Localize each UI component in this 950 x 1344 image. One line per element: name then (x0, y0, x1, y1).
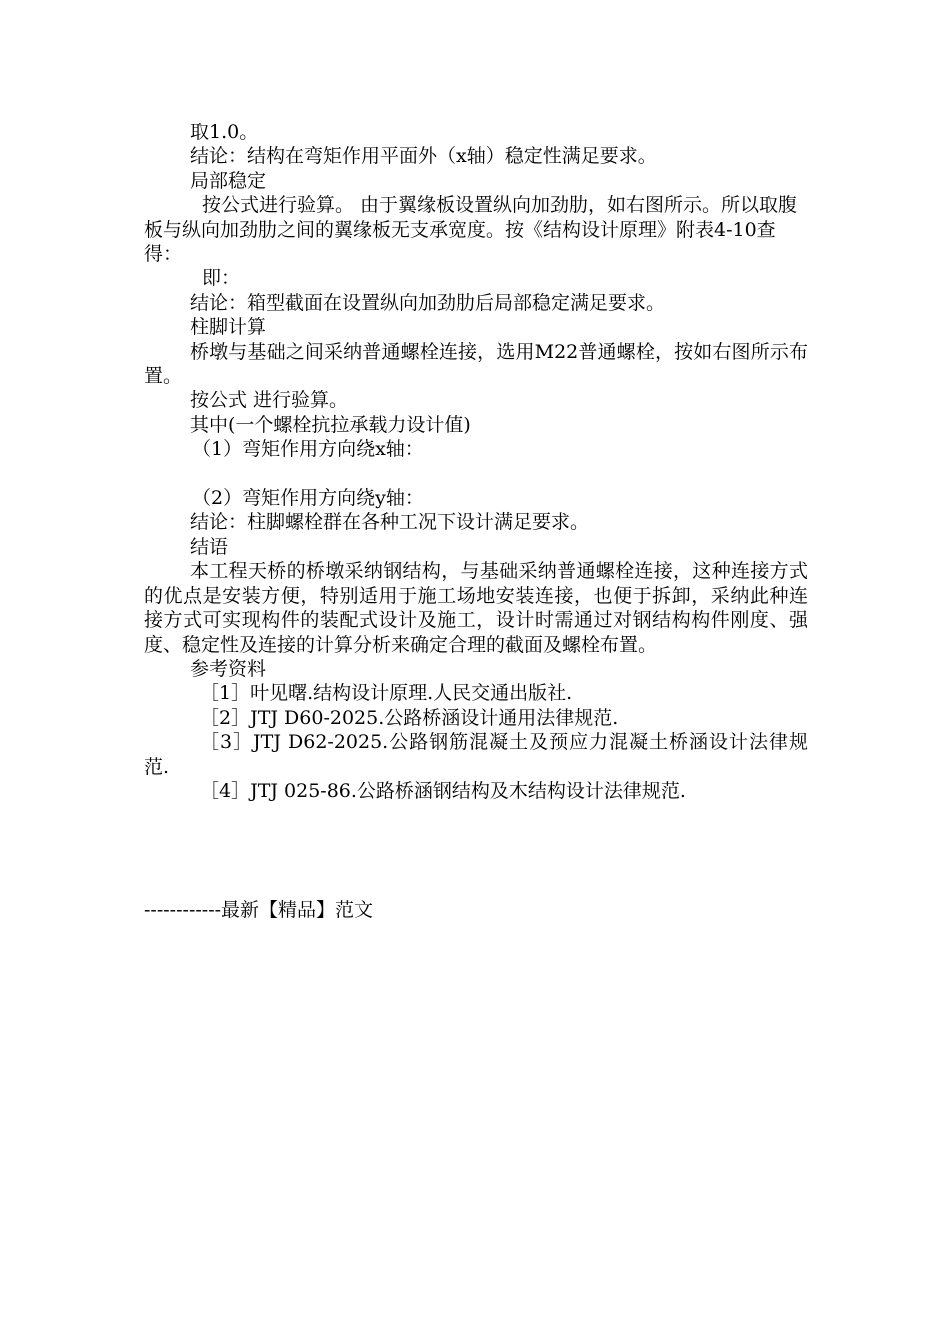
reference-item-3: ［3］JTJ D62-2025.公路钢筋混凝土及预应力混凝土桥涵设计法律规范. (144, 731, 808, 778)
paragraph-conclusion-out-of-plane: 结论：结构在弯矩作用平面外（x轴）稳定性满足要求。 (190, 145, 657, 168)
paragraph-local-stability-check: 按公式进行验算。 由于翼缘板设置纵向加劲肋，如右图所示。所以取腹板与纵向加劲肋之间的翼缘板无支承宽度。按《结构设计原理》附表4-10查得： (144, 194, 798, 266)
paragraph-coefficient: 取1.0。 (190, 121, 259, 143)
paragraph-closing-summary: 本工程天桥的桥墩采纳钢结构，与基础采纳普通螺栓连接，这种连接方式的优点是安装方便，特别适用于施工场地安装连接，也便于拆卸，采纳此种连接方式可实现构件的装配式设计及施工，设计时需通过对钢结构构件刚度、强度、稳定性及连接的计算分析来确定合理的截面及螺栓布置。 (144, 560, 808, 656)
paragraph-conclusion-column-foot: 结论：柱脚螺栓群在各种工况下设计满足要求。 (190, 511, 590, 534)
heading-column-foot: 柱脚计算 (190, 316, 267, 339)
paragraph-ji: 即： (202, 267, 241, 290)
paragraph-formula-check: 按公式 进行验算。 (190, 389, 349, 412)
paragraph-bolt-connection: 桥墩与基础之间采纳普通螺栓连接，选用M22普通螺栓，按如右图所示布置。 (144, 340, 808, 388)
paragraph-case-x-axis: （1）弯矩作用方向绕x轴： (192, 438, 424, 461)
paragraph-bolt-capacity: 其中(一个螺栓抗拉承载力设计值) (190, 413, 471, 436)
document-body (144, 120, 808, 803)
blank-line (144, 462, 808, 486)
footer-banner: ------------最新【精品】范文 (144, 899, 374, 921)
heading-references: 参考资料 (190, 657, 267, 680)
paragraph-case-y-axis: （2）弯矩作用方向绕y轴： (192, 487, 424, 510)
heading-closing: 结语 (190, 535, 229, 558)
heading-local-stability: 局部稳定 (190, 169, 267, 192)
reference-item-1: ［1］叶见曙.结构设计原理.人民交通出版社. (200, 682, 573, 705)
paragraph-conclusion-local-stability: 结论：箱型截面在设置纵向加劲肋后局部稳定满足要求。 (190, 291, 666, 314)
reference-item-4: ［4］JTJ 025-86.公路桥涵钢结构及木结构设计法律规范. (200, 779, 686, 802)
reference-item-2: ［2］JTJ D60-2025.公路桥涵设计通用法律规范. (200, 706, 619, 729)
